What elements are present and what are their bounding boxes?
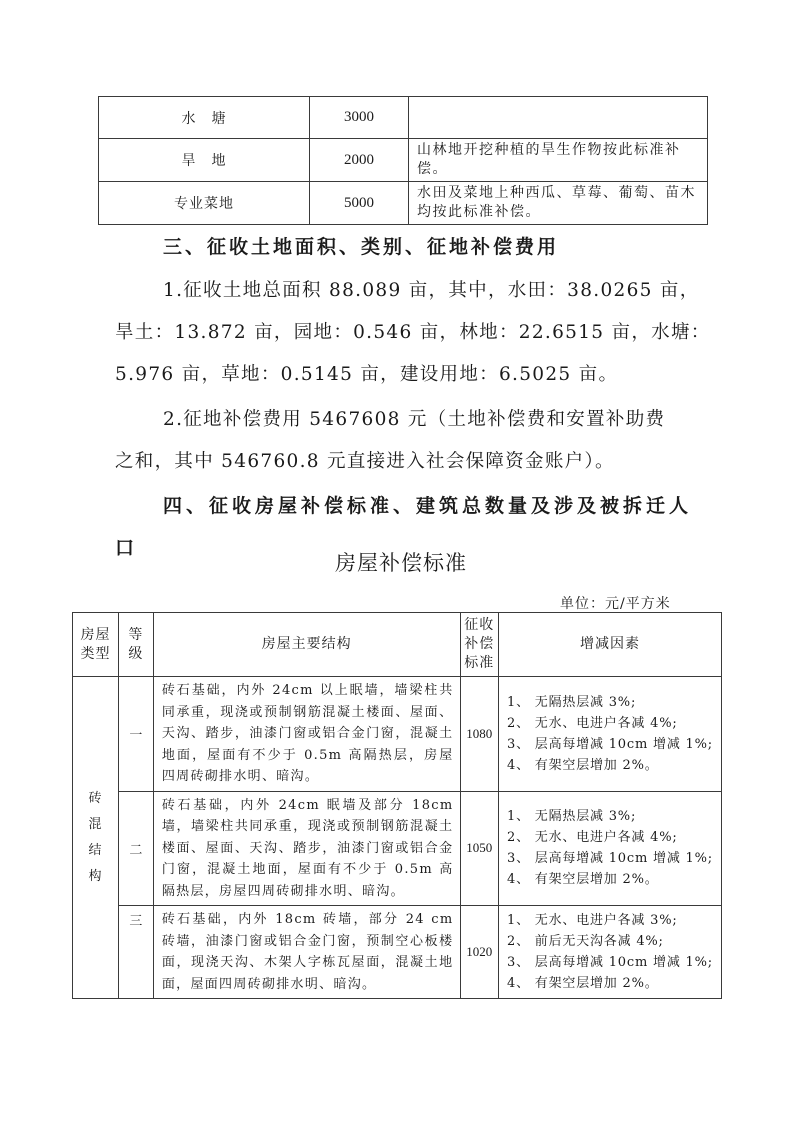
header-row xyxy=(73,613,722,677)
amount-cell: 2000 xyxy=(310,139,409,182)
factor-item: 1、 无隔热层减 3%; xyxy=(507,809,637,825)
price-cell: 1080 xyxy=(460,677,499,792)
factor-item: 4、 有架空层增加 2%。 xyxy=(507,872,659,888)
land-type-cell: 水 塘 xyxy=(99,97,310,139)
header-grade-text: 等级 xyxy=(128,626,144,662)
price-cell: 1050 xyxy=(460,791,499,906)
note-cell: 山林地开挖种植的旱生作物按此标准补偿。 xyxy=(409,139,708,182)
section3-item2-line1: 2.征地补偿费用 5467608 元（土地补偿费和安置补助费 xyxy=(163,409,666,430)
table-row xyxy=(99,97,708,139)
factor-item: 4、 有架空层增加 2%。 xyxy=(507,757,659,773)
house-table-title: 房屋补偿标准 xyxy=(335,551,467,575)
header-structure: 房屋主要结构 xyxy=(153,613,460,677)
section3-item1-line2: 旱土：13.872 亩，园地：0.546 亩，林地：22.6515 亩，水塘： xyxy=(115,322,711,343)
table-row xyxy=(73,906,722,999)
land-type-cell: 专业菜地 xyxy=(99,182,310,225)
price-cell: 1020 xyxy=(460,906,499,999)
factor-item: 4、 有架空层增加 2%。 xyxy=(507,976,659,991)
structure-cell: 砖石基础，内外 24cm 以上眠墙，墙梁柱共同承重，现浇或预制钢筋混凝土楼面、屋面、天沟、踏步，油漆门窗或铝合金门窗，混凝土地面，屋面有不少于 0.5m 高隔热层，房屋四周砖砌排水明、暗沟。 xyxy=(153,677,460,792)
grade-cell: 三 xyxy=(119,906,154,999)
header-factors: 增减因素 xyxy=(499,613,722,677)
house-compensation-table xyxy=(72,612,722,999)
land-type-cell: 旱 地 xyxy=(99,139,310,182)
unit-label: 单位：元/平方米 xyxy=(560,596,671,612)
section4-heading-line1: 四、征收房屋补偿标准、建筑总数量及涉及被拆迁人 xyxy=(163,495,693,517)
note-cell: 水田及菜地上种西瓜、草莓、葡萄、苗木均按此标准补偿。 xyxy=(409,182,708,225)
header-price-text: 征收补偿标准 xyxy=(464,617,495,671)
factors-cell xyxy=(499,677,722,792)
section3-heading: 三、征收土地面积、类别、征地补偿费用 xyxy=(163,236,560,258)
amount-cell: 5000 xyxy=(310,182,409,225)
section3-item1-line1: 1.征收土地总面积 88.089 亩，其中，水田：38.0265 亩， xyxy=(163,280,700,301)
factor-item: 1、 无隔热层减 3%; xyxy=(507,694,637,710)
table-row xyxy=(99,139,708,182)
grade-cell: 二 xyxy=(119,791,154,906)
amount-cell: 3000 xyxy=(310,97,409,139)
header-price xyxy=(460,613,499,677)
factor-item: 2、 无水、电进户各减 4%; xyxy=(507,830,678,846)
factor-item: 3、 层高每增减 10cm 增减 1%; xyxy=(507,736,713,752)
header-grade xyxy=(119,613,154,677)
section4-heading-line2: 口 xyxy=(115,537,138,559)
factors-cell xyxy=(499,791,722,906)
house-type-text: 砖混结构 xyxy=(88,790,103,884)
table-row xyxy=(73,677,722,792)
header-type xyxy=(73,613,119,677)
header-type-text: 房屋类型 xyxy=(80,626,111,662)
note-cell xyxy=(409,97,708,139)
table-row xyxy=(73,791,722,906)
land-compensation-table xyxy=(98,96,708,225)
table-row xyxy=(99,182,708,225)
section3-item1-line3: 5.976 亩，草地：0.5145 亩，建设用地：6.5025 亩。 xyxy=(115,364,619,385)
factor-item: 3、 层高每增减 10cm 增减 1%; xyxy=(507,851,713,867)
factor-item: 2、 无水、电进户各减 4%; xyxy=(507,715,678,731)
section3-item2-line2: 之和，其中 546760.8 元直接进入社会保障资金账户）。 xyxy=(115,451,615,472)
factor-item: 3、 层高每增减 10cm 增减 1%; xyxy=(507,955,713,970)
factor-item: 1、 无水、电进户各减 3%; xyxy=(507,913,678,928)
structure-cell: 砖石基础，内外 24cm 眠墙及部分 18cm 墙，墙梁柱共同承重，现浇或预制钢筋混凝土楼面、屋面、天沟、踏步，油漆门窗或铝合金门窗，混凝土地面，屋面有不少于 0.5m 高隔热层，房屋四周砖砌排水明、暗沟。 xyxy=(153,791,460,906)
grade-cell: 一 xyxy=(119,677,154,792)
factors-cell xyxy=(499,906,722,999)
house-type-cell xyxy=(73,677,119,999)
factor-item: 2、 前后无天沟各减 4%; xyxy=(507,934,664,949)
structure-cell: 砖石基础，内外 18cm 砖墙，部分 24 cm 砖墙，油漆门窗或铝合金门窗，预制空心板楼面，现浇天沟、木架人字栋瓦屋面，混凝土地面，屋面四周砖砌排水明、暗沟。 xyxy=(153,906,460,999)
